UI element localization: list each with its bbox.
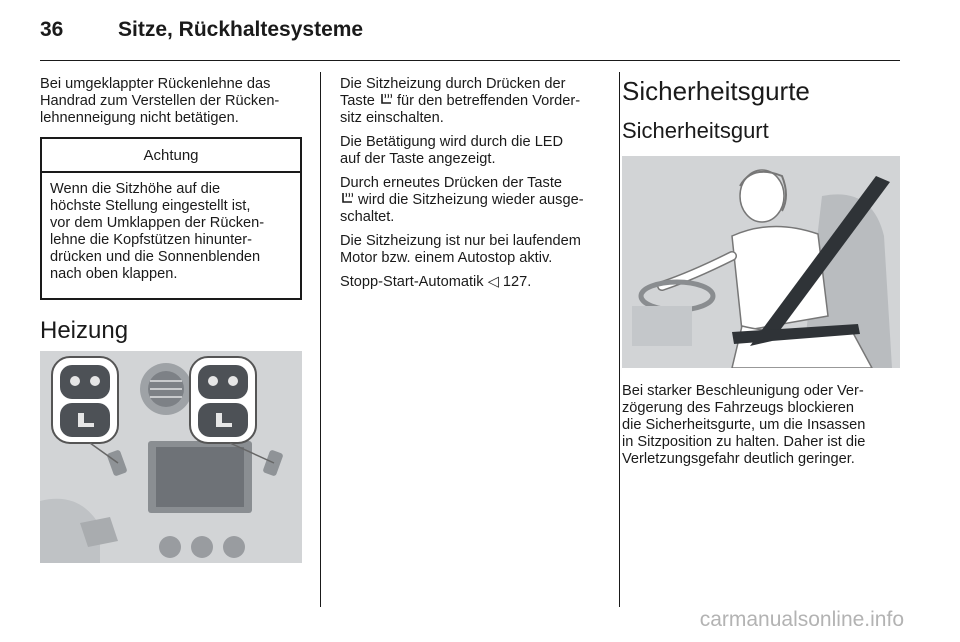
warning-box xyxy=(40,137,302,300)
text-switch-on-a: Die Sitzheizung durch Drücken der Taste xyxy=(340,76,566,109)
seat-heating-icon xyxy=(379,93,393,106)
paragraph-led: Die Betätigung wird durch die LED auf der Taste angezeigt. xyxy=(340,134,564,167)
text-switch-off-a: Durch erneutes Drücken der Taste xyxy=(340,175,562,191)
paragraph-switch-on xyxy=(340,76,603,127)
seatbelt-driver-illustration xyxy=(622,156,900,368)
cross-reference-page[interactable]: 127. xyxy=(498,274,532,290)
section-title: Sitze, Rückhaltesysteme xyxy=(118,18,364,41)
cross-reference-icon: ◁ xyxy=(487,274,499,290)
warning-title: Achtung xyxy=(42,139,300,173)
text-switch-on-b: für den betreffenden Vorder- sitz einschalten. xyxy=(340,93,581,126)
header-rule xyxy=(40,60,900,61)
intro-paragraph: Bei umgeklappter Rückenlehne das Handrad zum Verstellen der Rücken- lehnenneigung nicht betätigen. xyxy=(40,76,280,126)
watermark: carmanualsonline.info xyxy=(699,608,904,631)
heading-sicherheitsgurt: Sicherheitsgurt xyxy=(622,118,769,143)
heading-heizung: Heizung xyxy=(40,317,129,344)
cross-reference-text: Stopp-Start-Automatik xyxy=(340,274,488,290)
middle-column xyxy=(340,76,603,298)
paragraph-cross-reference xyxy=(340,274,603,291)
right-column xyxy=(622,76,900,475)
left-column xyxy=(40,76,302,563)
seat-heating-controls-illustration xyxy=(40,351,302,563)
page-number: 36 xyxy=(40,18,64,41)
heading-sicherheitsgurte: Sicherheitsgurte xyxy=(622,76,810,106)
text-switch-off-b: wird die Sitzheizung wieder ausge- schaltet. xyxy=(340,192,584,225)
warning-text: Wenn die Sitzhöhe auf die höchste Stellung eingestellt ist, vor dem Umklappen der Rücken- lehne die Kopfstützen hinunter- drücken und die Sonnenblenden nach oben klappen. xyxy=(50,181,265,282)
paragraph-switch-off xyxy=(340,175,603,226)
paragraph-engine-condition: Die Sitzheizung ist nur bei laufendem Motor bzw. einem Autostop aktiv. xyxy=(340,233,581,266)
column-divider-1 xyxy=(320,72,321,607)
seat-heating-icon xyxy=(340,192,354,205)
paragraph-seatbelt: Bei starker Beschleunigung oder Ver- zögerung des Fahrzeugs blockieren die Sicherheitsgurte, um die Insassen in Sitzposition zu halten. Daher ist die Verletzungsgefahr deutlich geringer. xyxy=(622,383,866,467)
column-divider-2 xyxy=(619,72,620,607)
